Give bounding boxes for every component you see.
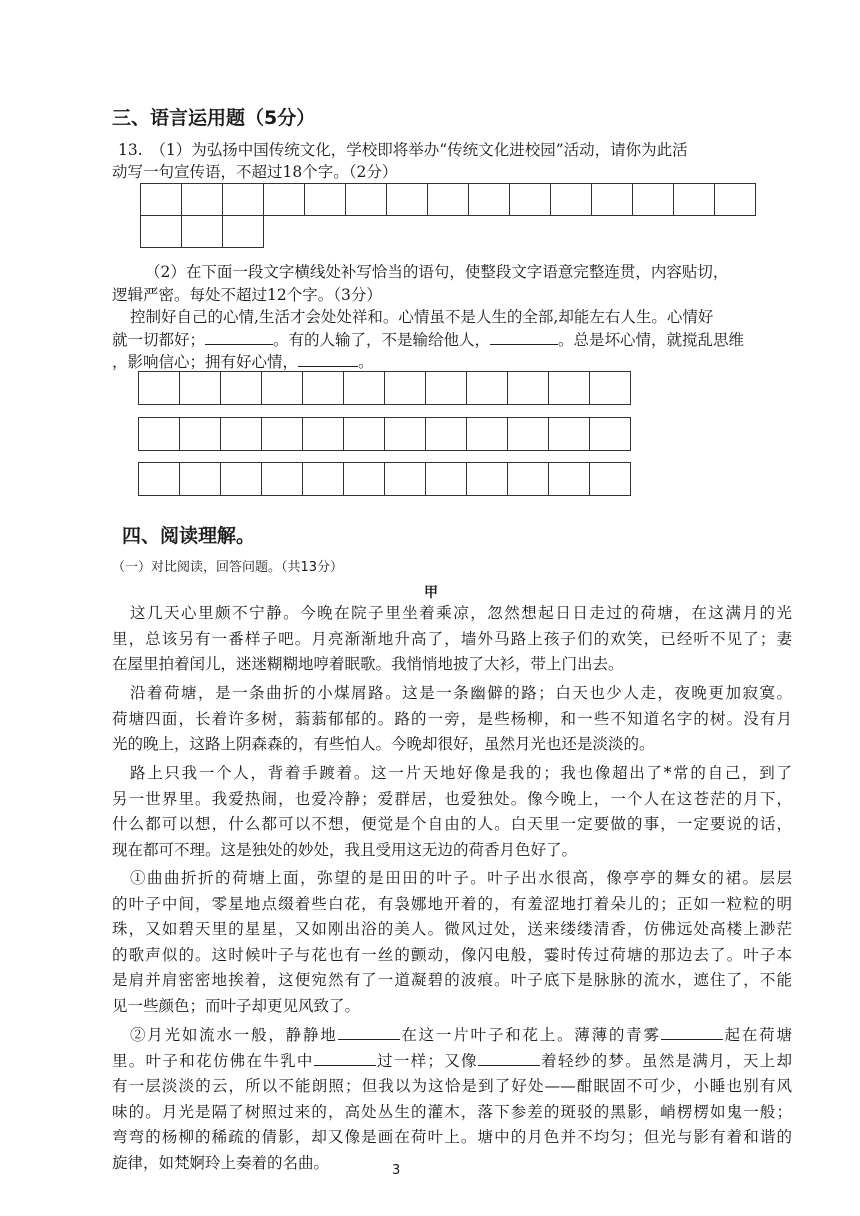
paragraph-line xyxy=(112,1049,792,1075)
blank-verb-1[interactable] xyxy=(338,1025,400,1040)
grid-cell[interactable] xyxy=(427,183,469,216)
passage-line-2 xyxy=(112,328,744,352)
grid-cell[interactable] xyxy=(507,462,549,496)
q13-line-1: 13. （1）为弘扬中国传统文化，学校即将举办“传统文化进校园”活动，请你为此活 xyxy=(118,141,688,159)
section-4-subheading: （一）对比阅读，回答问题。（共13分） xyxy=(112,560,344,575)
p5-segment: ②月光如流水一般，静静地 xyxy=(130,1026,338,1044)
answer-grid-blank-1[interactable] xyxy=(139,371,631,405)
paragraph-4 xyxy=(112,866,792,1019)
grid-cell[interactable] xyxy=(138,371,180,405)
grid-cell[interactable] xyxy=(140,215,182,248)
grid-cell[interactable] xyxy=(466,371,508,405)
grid-cell[interactable] xyxy=(548,462,590,496)
grid-cell[interactable] xyxy=(179,417,221,451)
paragraph-line: 在屋里拍着闰儿，迷迷糊糊地哼着眠歌。我悄悄地披了大衫，带上门出去。 xyxy=(112,655,624,673)
grid-cell[interactable] xyxy=(220,462,262,496)
q13-2-line-2: 逻辑严密。每处不超过12个字。（3分） xyxy=(112,286,382,304)
blank-1[interactable] xyxy=(205,330,273,345)
grid-cell[interactable] xyxy=(548,417,590,451)
p5-segment: 在这一片叶子和花上。薄薄的青雾 xyxy=(399,1026,661,1044)
paragraph-line: 的叶子中间，零星地点缀着些白花，有袅娜地开着的，有羞涩地打着朵儿的；正如一粒粒的明 xyxy=(112,894,792,913)
grid-cell[interactable] xyxy=(589,462,631,496)
grid-cell[interactable] xyxy=(140,183,182,216)
passage-line-2b: 。有的人输了，不是输给他人， xyxy=(273,331,491,349)
passage-line-2c: 。总是坏心情，就搅乱思维 xyxy=(558,331,745,349)
grid-cell[interactable] xyxy=(304,183,346,216)
paragraph-2 xyxy=(112,681,792,758)
grid-cell[interactable] xyxy=(384,462,426,496)
grid-cell[interactable] xyxy=(550,183,592,216)
passage-line-3b: 。 xyxy=(358,353,374,371)
answer-grid-row-2[interactable] xyxy=(141,215,264,248)
grid-cell[interactable] xyxy=(302,462,344,496)
paragraph-line: 的歌声似的。这时候叶子与花也有一丝的颤动，像闪电般，霎时传过荷塘的那边去了。叶子本 xyxy=(112,945,792,964)
answer-grid-blank-3[interactable] xyxy=(139,462,631,496)
grid-cell[interactable] xyxy=(345,183,387,216)
grid-cell[interactable] xyxy=(222,215,264,248)
grid-cell[interactable] xyxy=(466,462,508,496)
grid-cell[interactable] xyxy=(548,371,590,405)
grid-cell[interactable] xyxy=(714,183,756,216)
paragraph-line xyxy=(112,1023,792,1049)
blank-verb-2[interactable] xyxy=(661,1025,723,1040)
grid-cell[interactable] xyxy=(302,417,344,451)
passage-line-3a: ，影响信心；拥有好心情， xyxy=(112,353,299,371)
grid-cell[interactable] xyxy=(425,462,467,496)
grid-cell[interactable] xyxy=(181,183,223,216)
paragraph-line: 光的晚上，这路上阴森森的，有些怕人。今晚却很好，虽然月光也还是淡淡的。 xyxy=(112,735,655,753)
grid-cell[interactable] xyxy=(507,417,549,451)
grid-cell[interactable] xyxy=(222,183,264,216)
paragraph-line: 味的。月光是隔了树照过来的，高处丛生的灌木，落下参差的斑驳的黑影，峭楞楞如鬼一般； xyxy=(112,1102,792,1121)
page-number: 3 xyxy=(392,1163,401,1178)
answer-grid-blank-2[interactable] xyxy=(139,417,631,451)
paragraph-line: 弯弯的杨柳的稀疏的倩影，却又像是画在荷叶上。塘中的月色并不均匀；但光与影有着和谐的 xyxy=(112,1128,792,1146)
p5-segment: 里。叶子和花仿佛在牛乳中 xyxy=(112,1051,314,1070)
grid-cell[interactable] xyxy=(138,462,180,496)
grid-cell[interactable] xyxy=(466,417,508,451)
grid-cell[interactable] xyxy=(386,183,428,216)
section-4-heading: 四、阅读理解。 xyxy=(122,525,256,547)
paragraph-line: ①曲曲折折的荷塘上面，弥望的是田田的叶子。叶子出水很高，像亭亭的舞女的裙。层层 xyxy=(130,869,792,887)
paragraph-line: 另一世界里。我爱热闹，也爱冷静；爱群居，也爱独处。像今晚上，一个人在这苍茫的月下， xyxy=(112,789,792,808)
paragraph-line: 见一些颜色；而叶子却更见风致了。 xyxy=(112,996,361,1015)
grid-cell[interactable] xyxy=(261,371,303,405)
grid-cell[interactable] xyxy=(179,371,221,405)
p5-segment: 过一样；又像 xyxy=(375,1051,478,1070)
grid-cell[interactable] xyxy=(509,183,551,216)
p5-segment: 着轻纱的梦。虽然是满月，天上却 xyxy=(539,1051,792,1070)
paragraph-3 xyxy=(112,761,792,863)
grid-cell[interactable] xyxy=(673,183,715,216)
grid-cell[interactable] xyxy=(263,183,305,216)
paragraph-line: 珠，又如碧天里的星星，又如刚出浴的美人。微风过处，送来缕缕清香，仿佛远处高楼上渺茫 xyxy=(112,920,792,938)
section-3-heading: 三、语言运用题（5分） xyxy=(112,107,316,129)
paragraph-line: 有一层淡淡的云，所以不能朗照；但我以为这恰是到了好处——酣眠固不可少，小睡也别有风 xyxy=(112,1077,792,1095)
paragraph-line: 里，总该另有一番样子吧。月亮渐渐地升高了，墙外马路上孩子们的欢笑，已经听不见了；妻 xyxy=(112,629,792,648)
grid-cell[interactable] xyxy=(343,417,385,451)
paragraph-5 xyxy=(112,1023,792,1176)
grid-cell[interactable] xyxy=(384,417,426,451)
passage-jia-title: 甲 xyxy=(424,585,438,601)
blank-verb-3[interactable] xyxy=(314,1051,376,1066)
grid-cell[interactable] xyxy=(468,183,510,216)
blank-verb-4[interactable] xyxy=(478,1051,540,1066)
blank-2[interactable] xyxy=(490,330,558,345)
answer-grid-row-1[interactable] xyxy=(141,183,756,216)
paragraph-line: 什么都可以想，什么都可以不想，便觉是个自由的人。白天里一定要做的事，一定要说的话， xyxy=(112,815,792,833)
grid-cell[interactable] xyxy=(179,462,221,496)
paragraph-line: 沿着荷塘，是一条曲折的小煤屑路。这是一条幽僻的路；白天也少人走，夜晚更加寂寞。 xyxy=(130,684,792,702)
paragraph-1 xyxy=(112,601,792,678)
q13-2-line-1: （2）在下面一段文字横线处补写恰当的语句，使整段文字语意完整连贯，内容贴切， xyxy=(145,263,729,281)
grid-cell[interactable] xyxy=(302,371,344,405)
grid-cell[interactable] xyxy=(589,417,631,451)
grid-cell[interactable] xyxy=(591,183,633,216)
grid-cell[interactable] xyxy=(589,371,631,405)
grid-cell[interactable] xyxy=(425,417,467,451)
grid-cell[interactable] xyxy=(384,371,426,405)
grid-cell[interactable] xyxy=(425,371,467,405)
grid-cell[interactable] xyxy=(220,371,262,405)
grid-cell[interactable] xyxy=(181,215,223,248)
paragraph-line: 路上只我一个人，背着手踱着。这一片天地好像是我的；我也像超出了*常的自己，到了 xyxy=(130,764,792,782)
p5-segment: 起在荷塘 xyxy=(722,1026,792,1044)
q13-line-2: 动写一句宣传语，不超过18个字。（2分） xyxy=(112,163,398,181)
paragraph-line: 旋律，如梵婀玲上奏着的名曲。 xyxy=(112,1153,330,1172)
grid-cell[interactable] xyxy=(261,462,303,496)
paragraph-line: 这几天心里颇不宁静。今晚在院子里坐着乘凉，忽然想起日日走过的荷塘，在这满月的光 xyxy=(130,604,792,622)
grid-cell[interactable] xyxy=(138,417,180,451)
grid-cell[interactable] xyxy=(261,417,303,451)
grid-cell[interactable] xyxy=(343,462,385,496)
grid-cell[interactable] xyxy=(220,417,262,451)
paragraph-line: 荷塘四面，长着许多树，蓊蓊郁郁的。路的一旁，是些杨柳，和一些不知道名字的树。没有月 xyxy=(112,709,792,728)
paragraph-line: 是肩并肩密密地挨着，这便宛然有了一道凝碧的波痕。叶子底下是脉脉的流水，遮住了，不能 xyxy=(112,971,792,989)
paragraph-line: 现在都可不理。这是独处的妙处，我且受用这无边的荷香月色好了。 xyxy=(112,840,578,859)
passage-line-1: 控制好自己的心情,生活才会处处祥和。心情虽不是人生的全部,却能左右人生。心情好 xyxy=(130,308,714,326)
grid-cell[interactable] xyxy=(343,371,385,405)
grid-cell[interactable] xyxy=(507,371,549,405)
grid-cell[interactable] xyxy=(632,183,674,216)
passage-line-2a: 就一切都好； xyxy=(112,331,206,349)
blank-3[interactable] xyxy=(298,352,358,367)
